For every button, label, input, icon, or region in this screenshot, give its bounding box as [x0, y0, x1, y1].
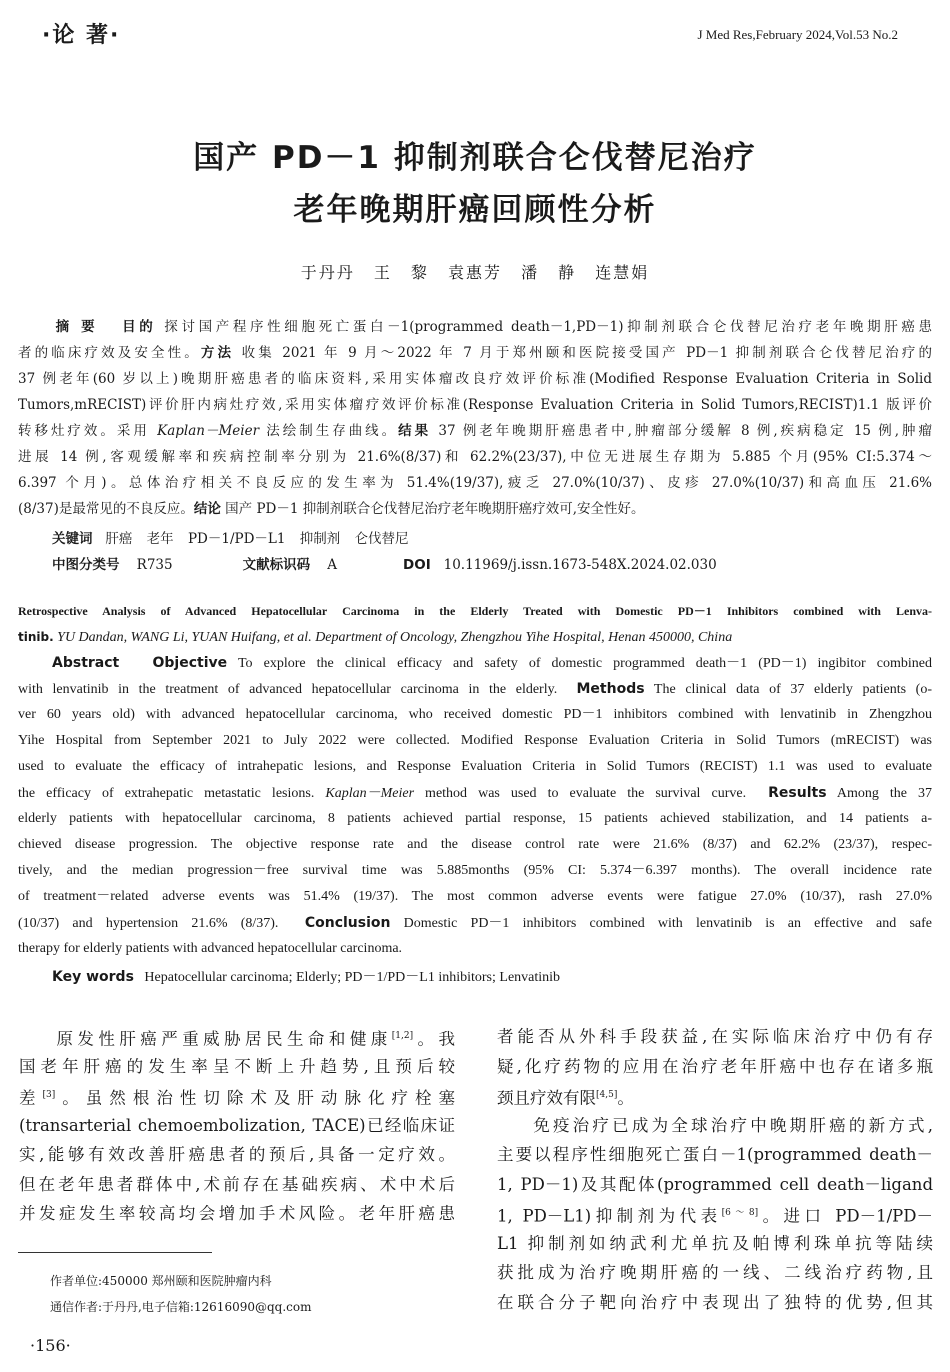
abstract-en-line: used to evaluate the efficacy of intrahepatic lesions, and Response Evaluation Criteria in Solid Tumors (RECIST) 1.1 was used to evaluate	[18, 759, 932, 774]
body-text: 。虽然根治性切除术及肝动脉化疗栓塞	[55, 1088, 455, 1108]
abstract-en-line: therapy for elderly patients with advanced hepatocellular carcinoma.	[18, 941, 403, 956]
abstract-en-line: Domestic PD－1 inhibitors combined with lenvatinib is an effective and safe	[390, 916, 932, 931]
abstract-cn-line: 探讨国产程序性细胞死亡蛋白－1(programmed death－1,PD－1)抑制剂联合仑伐替尼治疗老年晚期肝癌患	[156, 319, 932, 335]
abstract-cn-line: 6.397 个月)。总体治疗相关不良反应的发生率为 51.4%(19/37),疲乏 27.0%(10/37)、皮疹 27.0%(10/37)和高血压 21.6%	[18, 475, 932, 491]
body-text: 并发症发生率较高均会增加手术风险。老年肝癌患	[19, 1204, 455, 1223]
conclusion-label: 结论	[193, 501, 221, 517]
classification-label: 中图分类号	[52, 557, 120, 573]
citation: [3]	[42, 1090, 56, 1100]
abstract-cn-line: 收集 2021 年 9 月～2022 年 7 月于郑州颐和医院接受国产 PD－1 抑制剂联合仑伐替尼治疗的	[234, 345, 932, 361]
abstract-cn-line: 37 例老年(60 岁以上)晚期肝癌患者的临床资料,采用实体瘤改良疗效评价标准(Modified Response Evaluation Criteria in Solid	[18, 371, 932, 387]
methods-en-label: Methods	[576, 681, 645, 697]
keywords-cn: 肝癌 老年 PD－1/PD－L1 抑制剂 仑伐替尼	[105, 531, 409, 547]
body-text: 1, PD－1)及其配体(programmed cell death－ligand	[497, 1174, 933, 1194]
body-text: 实,能够有效改善肝癌患者的预后,具备一定疗效。	[19, 1145, 455, 1164]
abstract-cn-line: Tumors,mRECIST)评价肝内病灶疗效,采用实体瘤疗效评价标准(Response Evaluation Criteria in Solid Tumors,RECIST)1.1 版评价	[18, 397, 932, 413]
doi-label: DOI	[403, 557, 431, 573]
keywords-en-label: Key words	[52, 969, 134, 985]
footnote-divider	[18, 1252, 212, 1253]
results-label: 结果	[398, 423, 432, 439]
citation: [6～8]	[721, 1208, 759, 1218]
page-number: ·156·	[30, 1336, 71, 1355]
document-code: A	[327, 557, 338, 573]
conclusion-en-label: Conclusion	[304, 915, 391, 931]
keywords-label: 关键词	[52, 531, 93, 547]
english-title: tinib.	[18, 630, 54, 644]
abstract-en-line: (10/37) and hypertension 21.6% (8/37).	[18, 916, 279, 931]
results-en-label: Results	[768, 785, 827, 801]
abstract-en-label: Abstract	[52, 655, 120, 671]
english-title: Retrospective Analysis of Advanced Hepatocellular Carcinoma in the Elderly Treated with Domestic PD－1 Inhibitors combined with Lenva-	[18, 604, 932, 618]
km-method-en: Kaplan－Meier	[325, 786, 415, 801]
abstract-cn-line: (8/37)是最常见的不良反应。	[18, 501, 194, 517]
objective-en-label: Objective	[152, 655, 228, 671]
abstract-cn-line: 转移灶疗效。采用	[18, 423, 158, 439]
abstract-cn-line: 进展 14 例,客观缓解率和疾病控制率分别为 21.6%(8/37)和 62.2%(23/37),中位无进展生存期为 5.885 个月(95% CI:5.374～	[18, 449, 932, 465]
abstract-en-line: ver 60 years old) with advanced hepatocellular carcinoma, who received domestic PD－1 inhibitors combined with lenvatinib in Zhengzhou	[18, 707, 932, 722]
body-text: 在联合分子靶向治疗中表现出了独特的优势,但其	[497, 1292, 933, 1312]
body-text: 免疫治疗已成为全球治疗中晚期肝癌的新方式,	[530, 1115, 933, 1135]
body-text: 原发性肝癌严重威胁居民生命和健康	[52, 1029, 392, 1049]
body-text: 者能否从外科手段获益,在实际临床治疗中仍有存	[497, 1027, 933, 1046]
objective-label: 目的	[122, 319, 157, 335]
body-text: 但在老年患者群体中,术前存在基础疾病、术中术后	[19, 1174, 455, 1194]
abstract-en-line: with lenvatinib in the treatment of advanced hepatocellular carcinoma in the elderly.	[18, 682, 558, 697]
body-text: 获批成为治疗晚期肝癌的一线、二线治疗药物,且	[497, 1263, 933, 1282]
english-authors: YU Dandan, WANG Li, YUAN Huifang, et al. Department of Oncology, Zhengzhou Yihe Hospital, Henan 450000, China	[53, 630, 733, 645]
journal-citation: J Med Res,February 2024,Vol.53 No.2	[697, 27, 898, 42]
author-list: 于丹丹 王 黎 袁惠芳 潘 静 连慧娟	[300, 263, 650, 282]
abstract-cn-line: 者的临床疗效及安全性。	[18, 345, 201, 361]
abstract-cn-line: 法绘制生存曲线。	[259, 423, 399, 439]
abstract-label: 摘 要	[52, 319, 99, 335]
abstract-en-line: The clinical data of 37 elderly patients (o-	[644, 682, 932, 697]
abstract-en-line: the efficacy of extrahepatic metastatic lesions.	[18, 786, 326, 801]
body-text: L1 抑制剂如纳武利尤单抗及帕博利珠单抗等陆续	[497, 1233, 933, 1253]
body-text: 1, PD－L1)抑制剂为代表	[497, 1206, 722, 1226]
citation: [4,5]	[596, 1090, 618, 1100]
document-code-label: 文献标识码	[242, 557, 311, 573]
title-line-1: 国产 PD－1 抑制剂联合仑伐替尼治疗	[193, 140, 757, 176]
abstract-cn-line: 37 例老年晚期肝癌患者中,肿瘤部分缓解 8 例,疾病稳定 15 例,肿瘤	[431, 423, 932, 439]
body-text: 。进口 PD－1/PD－	[758, 1206, 933, 1226]
keywords-en: Hepatocellular carcinoma; Elderly; PD－1/PD－L1 inhibitors; Lenvatinib	[144, 970, 561, 985]
citation: [1,2]	[391, 1031, 414, 1041]
abstract-cn-line: 国产 PD－1 抑制剂联合仑伐替尼治疗老年晚期肝癌疗效可,安全性好。	[220, 501, 645, 517]
abstract-en-line: To explore the clinical efficacy and safety of domestic programmed death－1 (PD－1) ingibitor combined	[227, 656, 932, 671]
body-text: 国老年肝癌的发生率呈不断上升趋势,且预后较	[19, 1056, 455, 1076]
abstract-en-line: Among the 37	[826, 786, 932, 801]
abstract-en-line: chieved disease progression. The objective response rate and the disease control rate were 21.6% (8/37) and 62.2% (23/37), respec-	[18, 837, 932, 852]
body-text: 差	[19, 1088, 43, 1108]
abstract-en-line: Yihe Hospital from September 2021 to July 2022 were collected. Modified Response Evaluation Criteria in Solid Tumors (mRECIST) was	[18, 733, 932, 748]
abstract-en-line: tively, and the median progression－free survival time was 5.885months (95% CI: 5.374－6.397 months). The overall incidence rate	[18, 863, 932, 878]
abstract-en-line: method was used to evaluate the survival curve.	[414, 786, 747, 801]
footnote-affiliation: 作者单位:450000 郑州颐和医院肿瘤内科	[50, 1274, 272, 1288]
body-text: 。我	[413, 1029, 455, 1049]
doi-value: 10.11969/j.issn.1673-548X.2024.02.030	[443, 557, 717, 573]
section-label: ·论 著·	[42, 23, 121, 48]
body-text: 颈且疗效有限	[497, 1088, 596, 1108]
methods-label: 方法	[200, 345, 235, 361]
classification-code: R735	[136, 557, 173, 573]
abstract-en-line: elderly patients with hepatocellular carcinoma, 8 patients achieved partial response, 15 patients achieved stabilization, and 14 patients a-	[18, 811, 932, 826]
body-text: 疑,化疗药物的应用在治疗老年肝癌中也存在诸多瓶	[497, 1056, 933, 1076]
footnote-correspondence: 通信作者:于丹丹,电子信箱:12616090@qq.com	[50, 1300, 312, 1314]
abstract-en-line: of treatment－related adverse events was 51.4% (19/37). The most common adverse events were fatigue 27.0% (10/37), rash 27.0%	[18, 889, 932, 904]
title-line-2: 老年晚期肝癌回顾性分析	[293, 192, 657, 228]
body-text: 主要以程序性细胞死亡蛋白－1(programmed death－	[497, 1145, 933, 1164]
body-text: 。	[617, 1088, 634, 1108]
km-method: Kaplan－Meier	[157, 423, 260, 439]
body-text: (transarterial chemoembolization, TACE)已经临床证	[19, 1115, 455, 1135]
